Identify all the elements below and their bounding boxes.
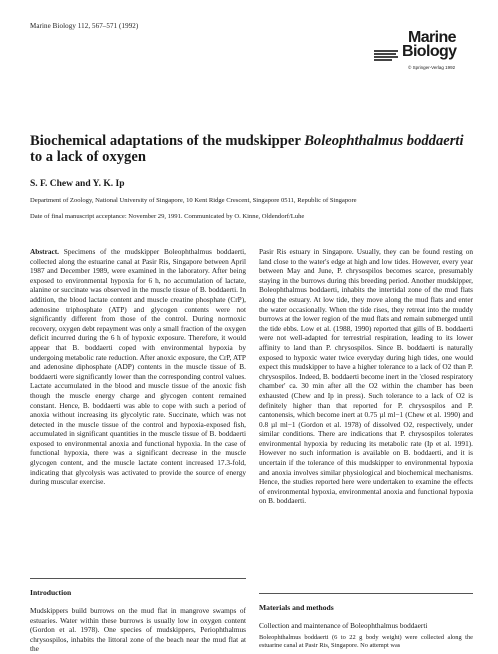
journal-logo: [372, 30, 472, 80]
introduction-heading: Introduction: [30, 588, 72, 597]
manuscript-dates: Date of final manuscript acceptance: November 29, 1991. Communicated by O. Kinne, Oldendorf/Luhe: [30, 213, 305, 220]
title-suffix: to a lack of oxygen: [30, 149, 146, 165]
section-divider-right: [259, 593, 473, 594]
right-column-text: Pasir Ris estuary in Singapore. Usually, they can be found resting on land close to the water's edge at high and low tides. However, every year between May and June, P. chrysospilos becomes scarce, presumably staying in the burrows during this breeding period. Another mudskipper, Boleophthalmus boddaerti, inhabits the intertidal zone of the mud flats along the estuary. At low tide, they move along the mud flats and enter the water occasionally. When the tide rises, they retreat into the muddy burrows at the lower region of the mud flats and remain submerged until the tide ebbs. Low et al. (1988, 1990) reported that gills of B. boddaerti were not well-adapted for terrestrial respiration, leading to its lower affinity to land than P. chrysospilos. Since B. boddaerti is naturally exposed to hypoxic water twice everyday during high tides, one would expect this mudskipper to have a higher tolerance to a lack of O2 than P. chrysospilos. Indeed, B. boddaerti become inert in the 'closed respiratory chamber' ca. 30 min after all the O2 within the chamber has been exhausted (Chew and Ip in press). Such tolerance to a lack of O2 is definitely higher than that reported for P. chrysospilos and P. cantonensis, which become inert at 0.75 µl ml−1 (Chew et al. 1990) and 0.8 µl ml−1 (Gordon et al. 1978) of dissolved O2, respectively, under similar conditions. There are indications that P. chrysospilos tolerates environmental hypoxia by reducing its metabolic rate (Ip et al. 1991). However no such information is available on B. boddaerti, and it is uncertain if the tolerance of this mudskipper to environmental hypoxia and anoxia involves similar physiological and biochemical mechanisms. Hence, the studies reported here were undertaken to examine the effects of environmental hypoxia, environmental anoxia and functional hypoxia on B. boddaerti.: [259, 247, 473, 506]
abstract: [30, 247, 246, 487]
journal-reference: Marine Biology 112, 567–571 (1992): [30, 22, 139, 30]
affiliation: Department of Zoology, National University of Singapore, 10 Kent Ridge Crescent, Singapore 0511, Republic of Singapore: [30, 197, 357, 204]
abstract-label: Abstract.: [30, 247, 59, 256]
methods-text: Boleophthalmus boddaerti (6 to 22 g body weight) were collected along the estuarine canal at Pasir Ris, Singapore. No attempt was: [259, 634, 473, 650]
methods-heading: Materials and methods: [259, 603, 334, 612]
title-prefix: Biochemical adaptations of the mudskipper: [30, 133, 305, 149]
introduction-text: Mudskippers build burrows on the mud flat in mangrove swamps of estuaries. Water within these burrows is usually low in oxygen content (Gordon et al. 1978). One species of mudskippers, Periophthalmus chrysospilos, inhabits the littoral zone of the beach near the mud flat at the: [30, 606, 246, 654]
logo-fine-print-lines: [374, 50, 398, 62]
methods-subheading: Collection and maintenance of Boleophthalmus boddaerti: [259, 621, 428, 630]
logo-word-marine: Marine: [408, 29, 456, 46]
logo-publisher: © Springer-Verlag 1992: [408, 65, 456, 70]
authors: S. F. Chew and Y. K. Ip: [30, 179, 125, 189]
abstract-text: Specimens of the mudskipper Boleophthalmus boddaerti, collected along the estuarine canal at Pasir Ris, Singapore between April 1987 and December 1989, were examined in the laboratory. After being exposed to environmental hypoxia for 6 h, no accumulation of lactate, alanine or succinate was observed in the muscle tissue of B. boddaerti. In addition, the blood lactate content and muscle creatine phosphate (CrP), adenosine triphosphate (ATP) and glycogen contents were not significantly different from those of the control. During normoxic recovery, oxygen debt repayment was only a small fraction of the oxygen deficit incurred during the 6 h of hypoxic exposure. Therefore, it would appear that B. boddaerti coped with environmental hypoxia by undergoing metabolic rate reduction. After anoxic exposure, the CrP, ATP and adenosine diphosphate (ADP) contents in the muscle tissue of B. boddaerti were significantly lower than the corresponding control values. Lactate accumulated in the blood and muscle tissue of the anoxic fish though the muscle energy charge and glycogen content remained constant. Hence, B. boddaerti was able to cope with such a period of anoxia without increasing its glycolytic rate. Succinate, which was not detected in the muscle tissue of the control and hypoxia-exposed fish, accumulated in significant quantities in the muscle tissue of B. boddaerti exposed to environmental anoxia and functional hypoxia. In the case of functional hypoxia, there was a significant decrease in the muscle glycogen content, and the muscle lactate content increased 17.3-fold, indicating that glycolysis was activated to provide the source of energy during muscular exercise.: [30, 247, 246, 487]
title-species: Boleophthalmus boddaerti: [304, 133, 464, 149]
section-divider-left: [30, 578, 246, 579]
article-title: [30, 133, 470, 165]
logo-word-biology: Biology: [402, 43, 457, 60]
